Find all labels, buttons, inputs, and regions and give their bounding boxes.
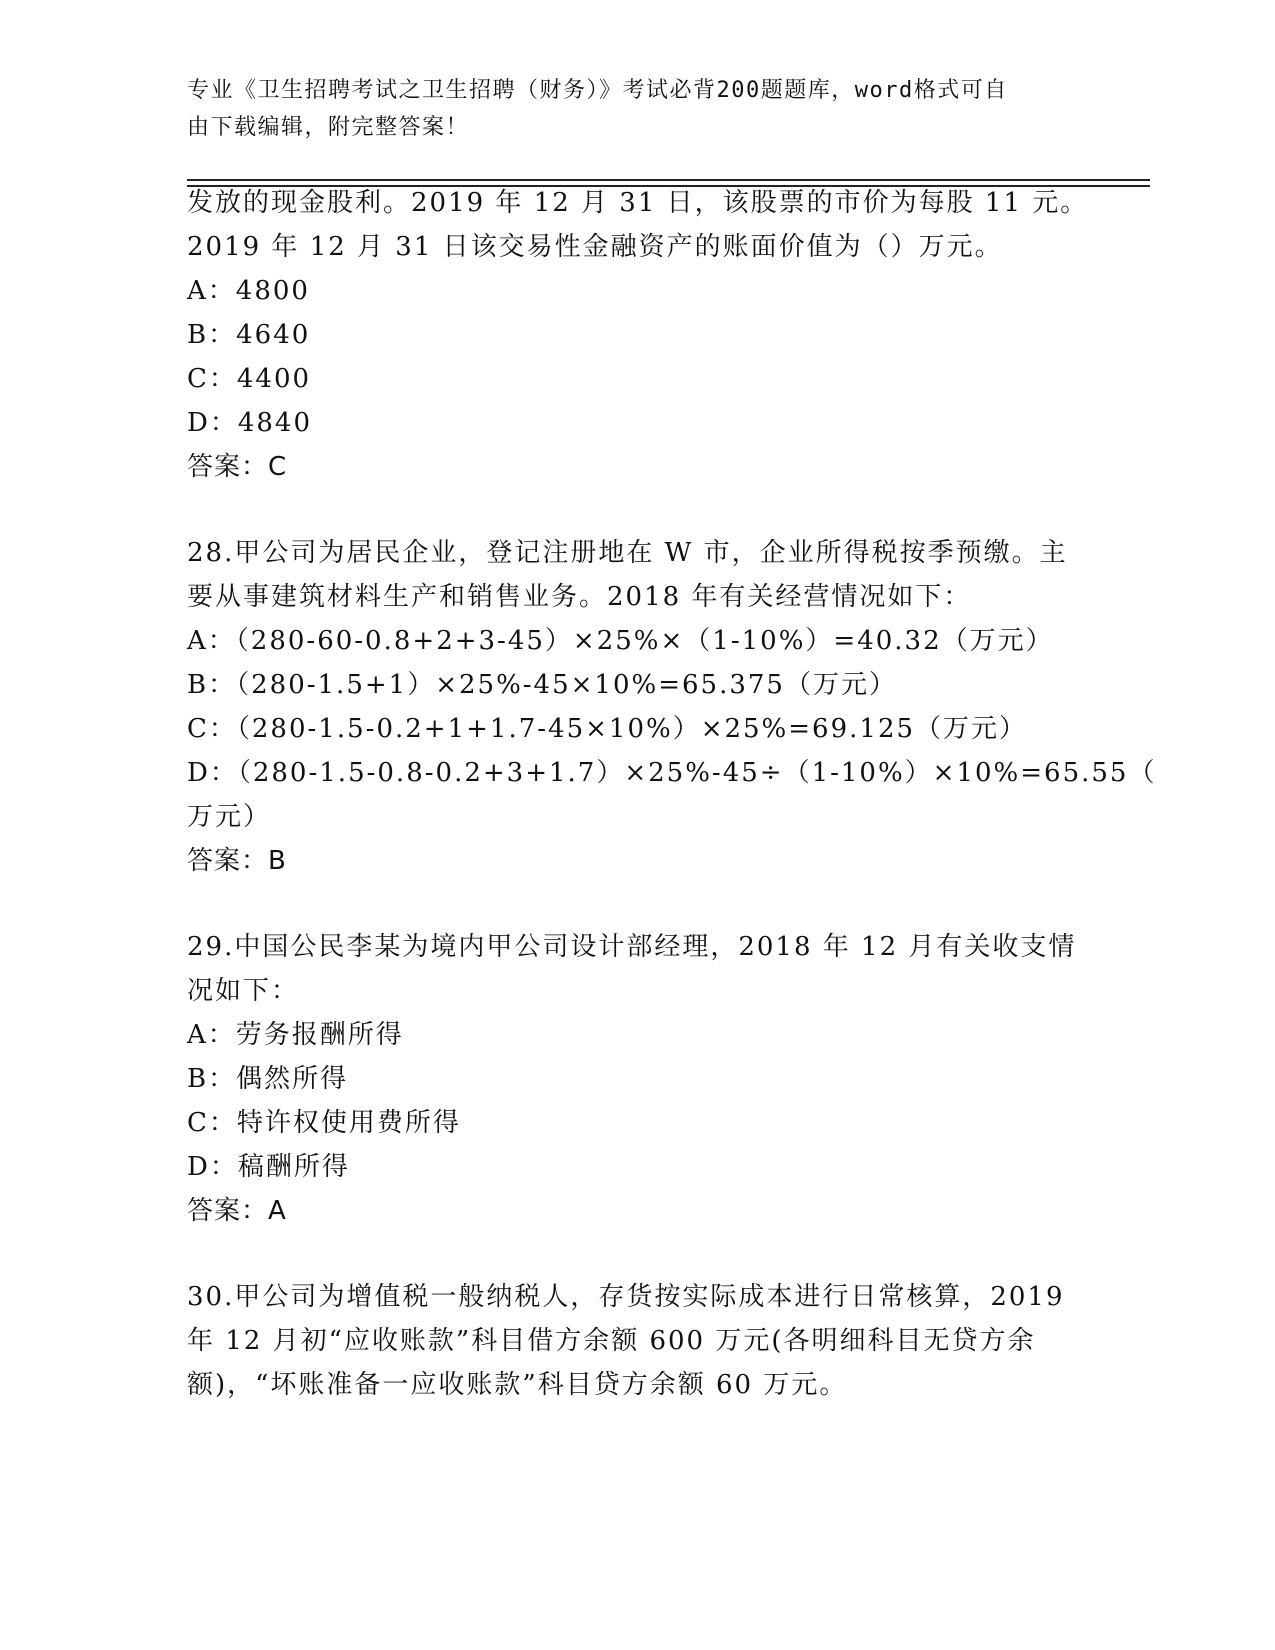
- q29-option-b: B：偶然所得: [187, 1064, 349, 1094]
- q28-answer: 答案：B: [187, 846, 287, 876]
- q28-stem-line-2: 要从事建筑材料生产和销售业务。2018 年有关经营情况如下：: [187, 582, 972, 612]
- q29-answer: 答案：A: [187, 1196, 287, 1226]
- header-line-2: 由下载编辑，附完整答案！: [187, 115, 470, 140]
- q28-option-c: C：（280-1.5-0.2+1+1.7-45×10%）×25%=69.125（万元）: [187, 714, 1028, 744]
- q27-option-a: A：4800: [187, 276, 310, 306]
- header-line-1: 专业《卫生招聘考试之卫生招聘（财务）》考试必背200题题库，word格式可自: [187, 78, 1008, 103]
- q27-answer: 答案：C: [187, 452, 288, 482]
- q27-option-b: B：4640: [187, 320, 311, 350]
- q27-continuation-line-2: 2019 年 12 月 31 日该交易性金融资产的账面价值为（）万元。: [187, 232, 1003, 262]
- q29-stem-line-1: 29.中国公民李某为境内甲公司设计部经理，2018 年 12 月有关收支情: [187, 932, 1077, 962]
- q29-option-d: D：稿酬所得: [187, 1152, 350, 1182]
- q30-stem-line-1: 30.甲公司为增值税一般纳税人，存货按实际成本进行日常核算，2019: [187, 1282, 1065, 1312]
- q28-option-d-line-1: D：（280-1.5-0.8-0.2+3+1.7）×25%-45÷（1-10%）×10%=65.55（: [187, 758, 1157, 788]
- q29-option-c: C：特许权使用费所得: [187, 1108, 461, 1138]
- document-header: [187, 72, 1067, 146]
- q28-stem-line-1: 28.甲公司为居民企业，登记注册地在 W 市，企业所得税按季预缴。主: [187, 538, 1068, 568]
- q28-option-a: A：（280-60-0.8+2+3-45）×25%×（1-10%）=40.32（万元）: [187, 626, 1054, 656]
- q30-stem-line-2: 年 12 月初“应收账款”科目借方余额 600 万元(各明细科目无贷方余: [187, 1326, 1036, 1356]
- q28-option-b: B：（280-1.5+1）×25%-45×10%=65.375（万元）: [187, 670, 897, 700]
- q30-stem-line-3: 额)，“坏账准备一应收账款”科目贷方余额 60 万元。: [187, 1370, 848, 1400]
- q27-option-d: D：4840: [187, 408, 313, 438]
- header-divider-top: [187, 179, 1150, 181]
- q28-option-d-line-2: 万元）: [187, 802, 272, 832]
- q27-option-c: C：4400: [187, 364, 312, 394]
- q27-continuation-line-1: 发放的现金股利。2019 年 12 月 31 日，该股票的市价为每股 11 元。: [187, 188, 1089, 218]
- q29-option-a: A：劳务报酬所得: [187, 1020, 404, 1050]
- q29-stem-line-2: 况如下：: [187, 976, 300, 1006]
